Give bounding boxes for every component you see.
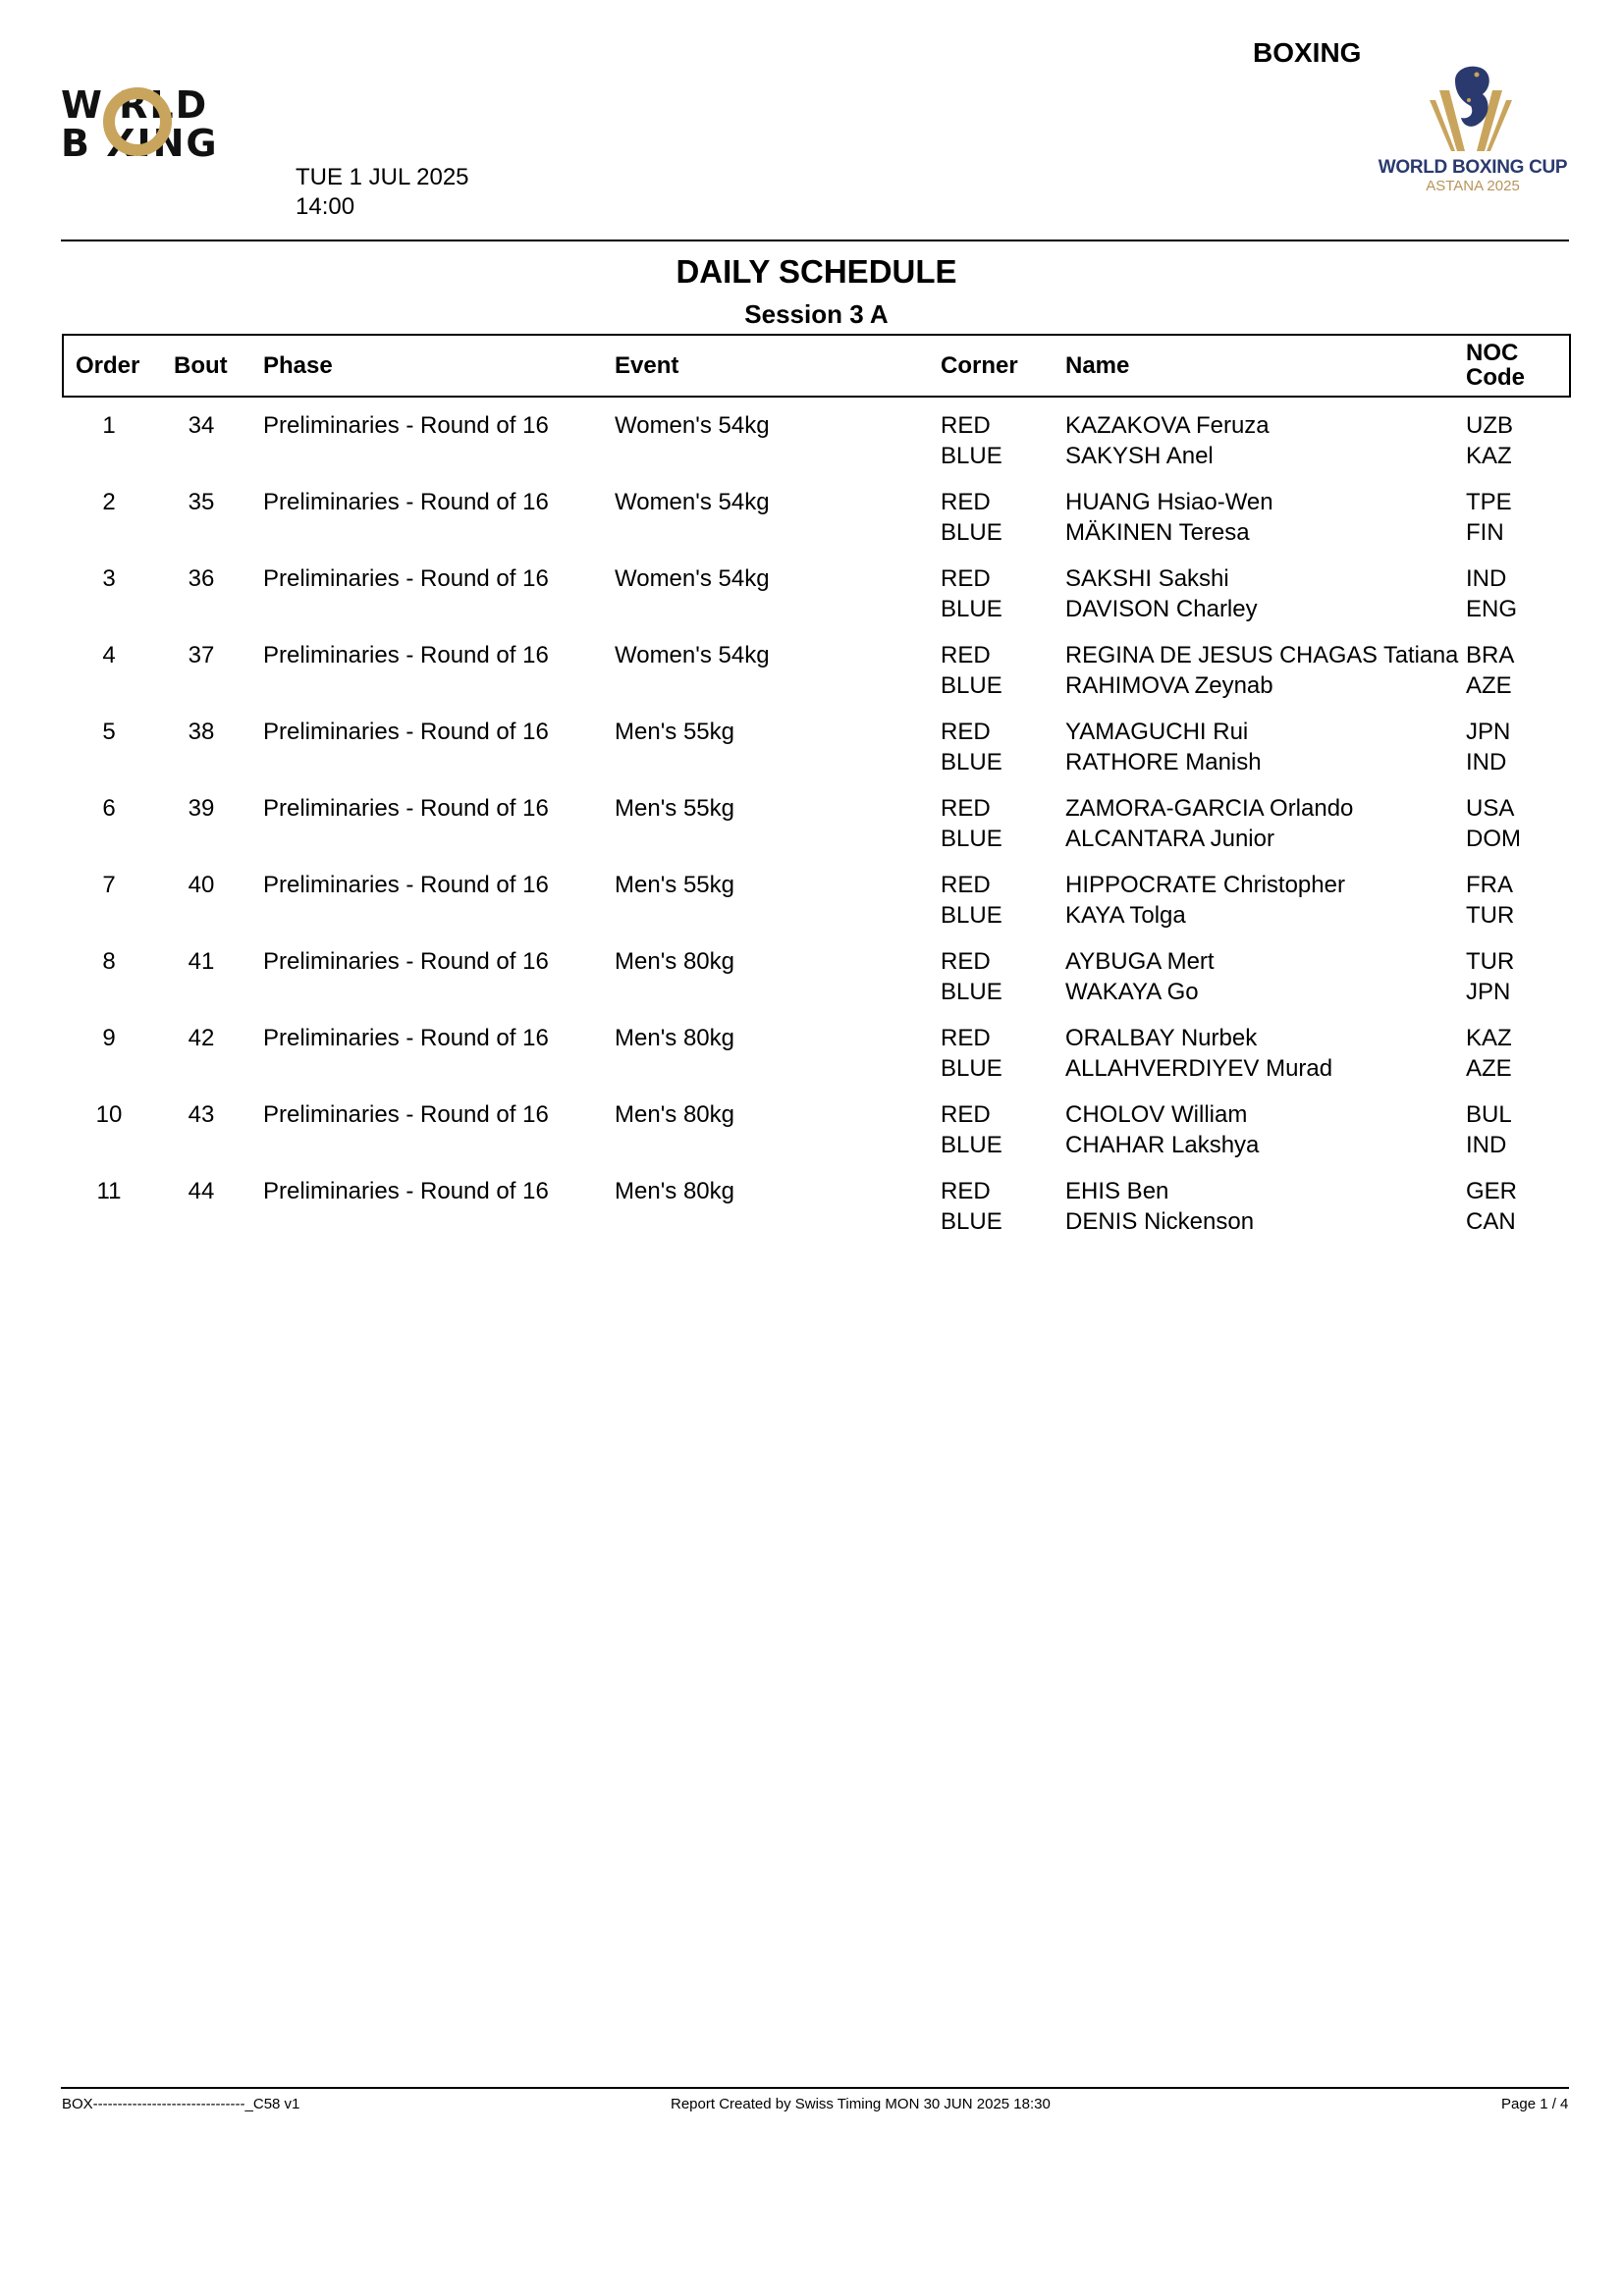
cell-noc-red: JPN xyxy=(1466,719,1511,745)
cell-bout: 34 xyxy=(188,412,215,439)
cell-event: Men's 80kg xyxy=(615,1101,734,1128)
cell-corner-red: RED xyxy=(941,642,991,668)
cell-corner-blue: BLUE xyxy=(941,979,1002,1005)
cell-name-red: HUANG Hsiao-Wen xyxy=(1065,489,1273,515)
cell-name-red: HIPPOCRATE Christopher xyxy=(1065,872,1345,898)
cell-event: Men's 55kg xyxy=(615,872,734,898)
cell-order: 1 xyxy=(102,412,116,439)
cell-phase: Preliminaries - Round of 16 xyxy=(263,565,549,592)
cell-phase: Preliminaries - Round of 16 xyxy=(263,719,549,745)
cup-location: ASTANA 2025 xyxy=(1426,178,1520,194)
cell-corner-blue: BLUE xyxy=(941,1208,1002,1235)
cell-corner-blue: BLUE xyxy=(941,1055,1002,1082)
logo-line2: B XING xyxy=(61,122,219,163)
cell-order: 10 xyxy=(95,1101,123,1128)
cell-noc-blue: ENG xyxy=(1466,596,1518,622)
cell-phase: Preliminaries - Round of 16 xyxy=(263,642,549,668)
cell-event: Women's 54kg xyxy=(615,565,770,592)
cell-event: Men's 80kg xyxy=(615,1025,734,1051)
cell-order: 5 xyxy=(102,719,116,745)
cell-order: 4 xyxy=(102,642,116,668)
cell-event: Men's 55kg xyxy=(615,719,734,745)
leopard-emblem-icon xyxy=(1422,61,1520,159)
cell-name-blue: ALCANTARA Junior xyxy=(1065,826,1274,852)
page-title: DAILY SCHEDULE xyxy=(676,253,957,290)
sport-label: BOXING xyxy=(1253,37,1362,68)
cell-corner-blue: BLUE xyxy=(941,1132,1002,1158)
footer-report-code: BOX-------------------------------_C58 v1 xyxy=(62,2096,300,2112)
cell-event: Men's 80kg xyxy=(615,1178,734,1204)
cell-noc-blue: TUR xyxy=(1466,902,1515,929)
header-divider xyxy=(61,240,1569,241)
cell-noc-blue: CAN xyxy=(1466,1208,1516,1235)
cell-corner-red: RED xyxy=(941,489,991,515)
cell-event: Men's 55kg xyxy=(615,795,734,822)
cell-phase: Preliminaries - Round of 16 xyxy=(263,1178,549,1204)
cell-phase: Preliminaries - Round of 16 xyxy=(263,412,549,439)
cell-phase: Preliminaries - Round of 16 xyxy=(263,1025,549,1051)
col-noc-header-line2: Code xyxy=(1466,364,1525,391)
world-boxing-cup-logo xyxy=(1365,61,1581,198)
cell-noc-red: GER xyxy=(1466,1178,1518,1204)
cell-corner-blue: BLUE xyxy=(941,749,1002,775)
cell-name-blue: ALLAHVERDIYEV Murad xyxy=(1065,1055,1333,1082)
cell-noc-red: UZB xyxy=(1466,412,1513,439)
cell-bout: 41 xyxy=(188,948,215,975)
cell-name-red: AYBUGA Mert xyxy=(1065,948,1215,975)
cell-corner-red: RED xyxy=(941,1178,991,1204)
footer-page-number: Page 1 / 4 xyxy=(1501,2096,1569,2112)
cell-noc-red: FRA xyxy=(1466,872,1513,898)
schedule-date: TUE 1 JUL 2025 xyxy=(296,164,469,190)
footer-divider xyxy=(61,2087,1569,2089)
cell-bout: 37 xyxy=(188,642,215,668)
cell-corner-red: RED xyxy=(941,412,991,439)
footer-created: Report Created by Swiss Timing MON 30 JUN 2025 18:30 xyxy=(671,2096,1051,2112)
logo-line1: W RLD xyxy=(61,84,209,127)
cell-phase: Preliminaries - Round of 16 xyxy=(263,872,549,898)
cell-corner-red: RED xyxy=(941,565,991,592)
col-corner-header: Corner xyxy=(941,352,1018,379)
cell-phase: Preliminaries - Round of 16 xyxy=(263,948,549,975)
cell-bout: 44 xyxy=(188,1178,215,1204)
cell-noc-red: TUR xyxy=(1466,948,1515,975)
cell-name-red: CHOLOV William xyxy=(1065,1101,1248,1128)
cell-phase: Preliminaries - Round of 16 xyxy=(263,1101,549,1128)
cell-name-blue: RAHIMOVA Zeynab xyxy=(1065,672,1273,699)
cell-event: Women's 54kg xyxy=(615,642,770,668)
cell-bout: 39 xyxy=(188,795,215,822)
col-noc-header-line1: NOC xyxy=(1466,340,1519,366)
cell-noc-red: IND xyxy=(1466,565,1507,592)
cell-bout: 40 xyxy=(188,872,215,898)
cell-name-red: ORALBAY Nurbek xyxy=(1065,1025,1258,1051)
cell-corner-blue: BLUE xyxy=(941,443,1002,469)
cell-corner-blue: BLUE xyxy=(941,596,1002,622)
cell-order: 2 xyxy=(102,489,116,515)
cell-name-red: EHIS Ben xyxy=(1065,1178,1169,1204)
cell-name-blue: MÄKINEN Teresa xyxy=(1065,519,1250,546)
cell-name-blue: WAKAYA Go xyxy=(1065,979,1199,1005)
session-title: Session 3 A xyxy=(744,299,889,329)
cell-noc-blue: JPN xyxy=(1466,979,1511,1005)
col-event-header: Event xyxy=(615,352,679,379)
cell-noc-blue: AZE xyxy=(1466,672,1512,699)
col-bout-header: Bout xyxy=(174,352,228,379)
cell-corner-red: RED xyxy=(941,1025,991,1051)
cell-corner-red: RED xyxy=(941,1101,991,1128)
cell-noc-blue: KAZ xyxy=(1466,443,1512,469)
cell-corner-blue: BLUE xyxy=(941,672,1002,699)
cell-corner-red: RED xyxy=(941,719,991,745)
cell-event: Men's 80kg xyxy=(615,948,734,975)
cell-noc-red: KAZ xyxy=(1466,1025,1512,1051)
cell-noc-red: USA xyxy=(1466,795,1515,822)
cell-event: Women's 54kg xyxy=(615,489,770,515)
schedule-time: 14:00 xyxy=(296,193,355,220)
cell-corner-red: RED xyxy=(941,795,991,822)
cell-noc-blue: IND xyxy=(1466,1132,1507,1158)
cell-corner-red: RED xyxy=(941,948,991,975)
cell-order: 7 xyxy=(102,872,116,898)
cell-noc-blue: FIN xyxy=(1466,519,1504,546)
cell-name-red: KAZAKOVA Feruza xyxy=(1065,412,1270,439)
cell-phase: Preliminaries - Round of 16 xyxy=(263,489,549,515)
cell-name-blue: DAVISON Charley xyxy=(1065,596,1258,622)
cell-order: 8 xyxy=(102,948,116,975)
cell-order: 11 xyxy=(96,1178,122,1204)
cell-event: Women's 54kg xyxy=(615,412,770,439)
cell-order: 9 xyxy=(102,1025,116,1051)
cell-name-blue: KAYA Tolga xyxy=(1065,902,1186,929)
world-boxing-logo xyxy=(61,84,297,163)
cell-bout: 42 xyxy=(188,1025,215,1051)
cup-name: WORLD BOXING CUP xyxy=(1378,157,1568,178)
cell-name-red: YAMAGUCHI Rui xyxy=(1065,719,1249,745)
cell-name-red: ZAMORA-GARCIA Orlando xyxy=(1065,795,1354,822)
cell-name-blue: RATHORE Manish xyxy=(1065,749,1262,775)
cell-noc-blue: AZE xyxy=(1466,1055,1512,1082)
cell-noc-blue: IND xyxy=(1466,749,1507,775)
cell-noc-red: BUL xyxy=(1466,1101,1512,1128)
cell-corner-blue: BLUE xyxy=(941,519,1002,546)
cell-corner-blue: BLUE xyxy=(941,826,1002,852)
cell-name-blue: SAKYSH Anel xyxy=(1065,443,1214,469)
cell-bout: 38 xyxy=(188,719,215,745)
cell-corner-blue: BLUE xyxy=(941,902,1002,929)
cell-phase: Preliminaries - Round of 16 xyxy=(263,795,549,822)
cell-name-red: REGINA DE JESUS CHAGAS Tatiana xyxy=(1065,642,1459,668)
cell-noc-blue: DOM xyxy=(1466,826,1521,852)
cell-name-red: SAKSHI Sakshi xyxy=(1065,565,1229,592)
cell-name-blue: DENIS Nickenson xyxy=(1065,1208,1255,1235)
col-phase-header: Phase xyxy=(263,352,333,379)
cell-noc-red: TPE xyxy=(1466,489,1512,515)
cell-bout: 36 xyxy=(188,565,215,592)
cell-noc-red: BRA xyxy=(1466,642,1515,668)
cell-corner-red: RED xyxy=(941,872,991,898)
col-name-header: Name xyxy=(1065,352,1130,379)
cell-order: 6 xyxy=(102,795,116,822)
cell-order: 3 xyxy=(102,565,116,592)
cell-name-blue: CHAHAR Lakshya xyxy=(1065,1132,1260,1158)
cell-bout: 43 xyxy=(188,1101,215,1128)
col-order-header: Order xyxy=(76,352,140,379)
cell-bout: 35 xyxy=(188,489,215,515)
